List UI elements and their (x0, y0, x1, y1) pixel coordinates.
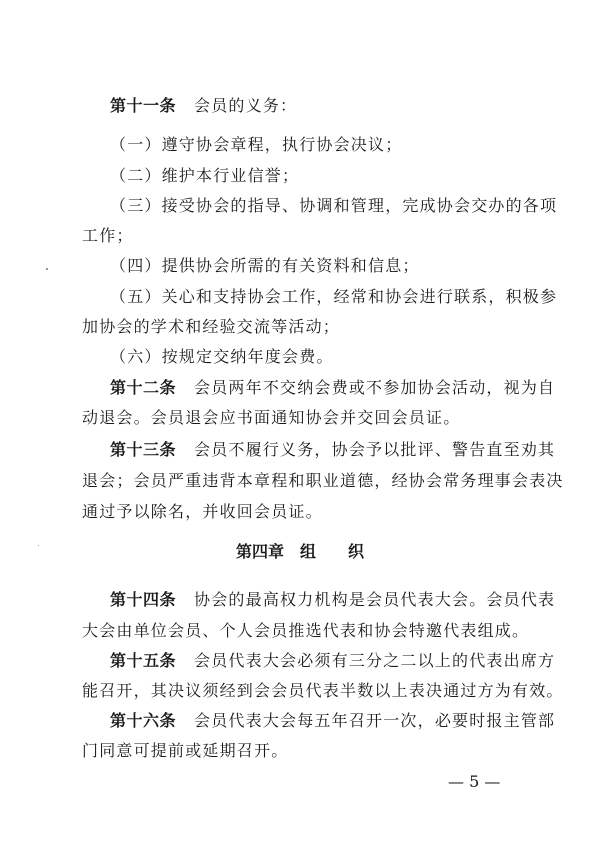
article-13-label: 第十三条 (110, 440, 177, 459)
article-16-text-1: 会员代表大会每五年召开一次，必要时报主管部 (194, 711, 556, 730)
article-11-item-5-cont: 加协会的学术和经验交流等活动； (82, 317, 341, 336)
article-11-item-4: （四）提供协会所需的有关资料和信息； (110, 256, 420, 275)
page-number: — 5 — (448, 772, 501, 791)
article-12-text-1: 会员两年不交纳会费或不参加协会活动，视为自 (194, 378, 556, 397)
article-12-label: 第十二条 (110, 378, 177, 397)
article-11-item-6: （六）按规定交纳年度会费。 (110, 347, 334, 366)
article-14-line-2: 大会由单位会员、个人会员推选代表和协会特邀代表组成。 (82, 621, 530, 640)
article-13-text-1: 会员不履行义务，协会予以批评、警告直至劝其 (194, 440, 556, 459)
chapter-4-title-text: 第四章 组 织 (235, 542, 364, 561)
article-11-item-3: （三）接受协会的指导、协调和管理，完成协会交办的各项 (110, 196, 558, 215)
article-11-item-5: （五）关心和支持协会工作，经常和协会进行联系，积极参 (110, 287, 558, 306)
article-12-line-2: 动退会。会员退会应书面通知协会并交回会员证。 (82, 408, 461, 427)
article-15-line-2: 能召开，其决议须经到会会员代表半数以上表决通过方为有效。 (82, 681, 564, 700)
article-14-label: 第十四条 (110, 590, 177, 609)
article-11-item-2: （二）维护本行业信誉； (110, 166, 300, 185)
scan-speck (38, 545, 39, 546)
article-14-text-1: 协会的最高权力机构是会员代表大会。会员代表 (194, 590, 556, 609)
article-16-line-1 (110, 711, 556, 731)
article-15-label: 第十五条 (110, 651, 177, 670)
article-13-line-1 (110, 440, 556, 460)
article-11-text: 会员的义务： (194, 96, 298, 115)
article-16-line-2: 门同意可提前或延期召开。 (82, 741, 289, 760)
article-16-label: 第十六条 (110, 711, 177, 730)
article-12-line-1 (110, 378, 556, 398)
scan-speck (46, 268, 48, 270)
article-15-text-1: 会员代表大会必须有三分之二以上的代表出席方 (194, 651, 556, 670)
article-11-item-1: （一）遵守协会章程，执行协会决议； (110, 135, 403, 154)
article-13-line-3: 通过予以除名，并收回会员证。 (82, 502, 323, 521)
article-11-item-3-cont: 工作； (82, 226, 134, 245)
article-14-line-1 (110, 590, 556, 610)
article-13-line-2: 退会；会员严重违背本章程和职业道德，经协会常务理事会表决 (82, 471, 564, 490)
article-15-line-1 (110, 651, 556, 671)
article-11-label: 第十一条 (110, 96, 177, 115)
chapter-4-title (0, 542, 600, 562)
article-11-heading (110, 96, 297, 116)
